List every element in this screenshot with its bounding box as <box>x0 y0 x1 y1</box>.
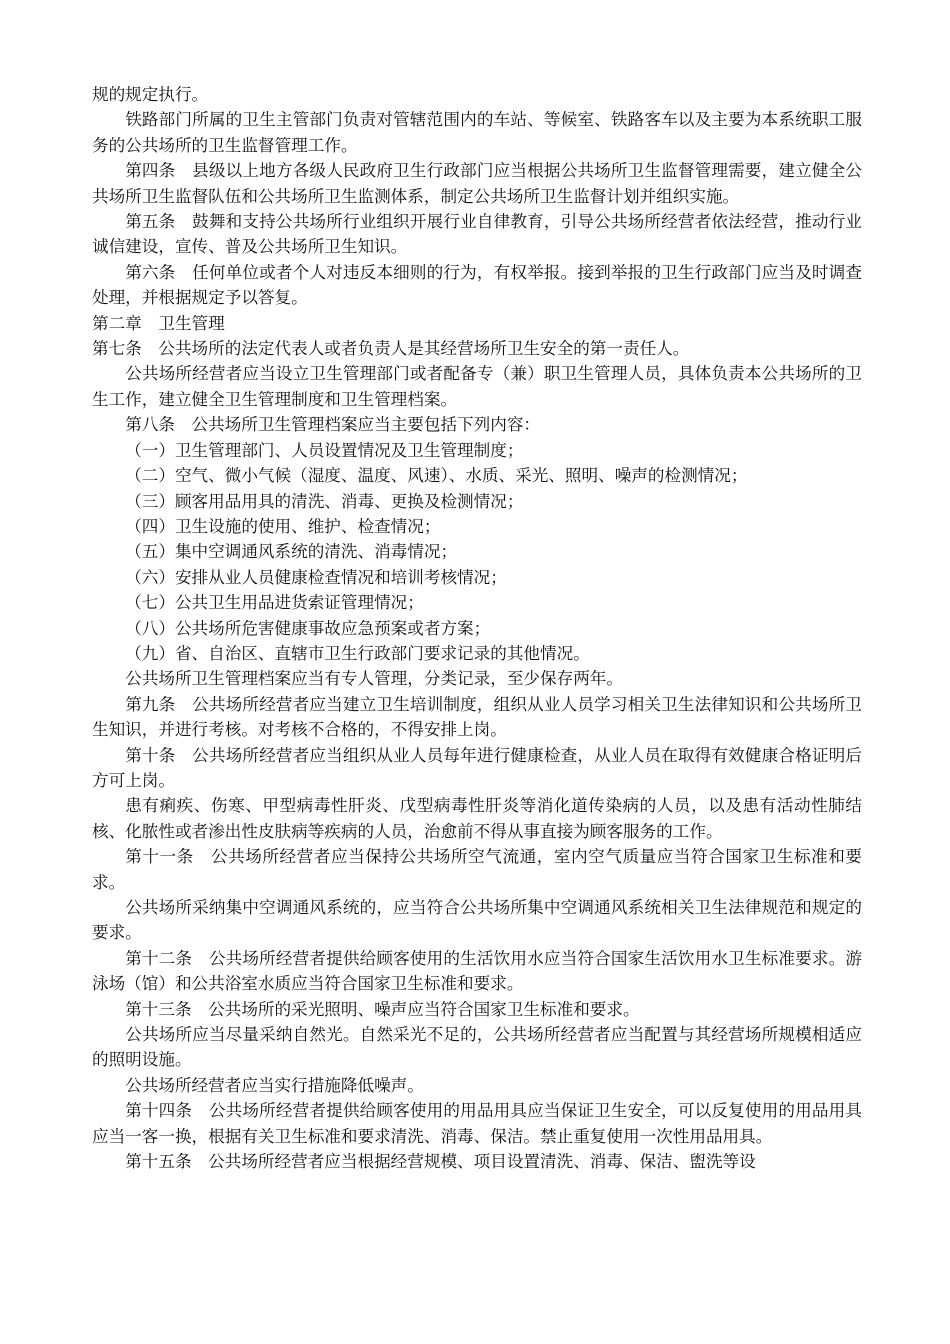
article-13: 第十三条 公共场所的采光照明、噪声应当符合国家卫生标准和要求。 <box>125 999 640 1019</box>
article-10: 第十条 公共场所经营者应当组织从业人员每年进行健康检查，从业人员在取得有效健康合格证明后方可上岗。 <box>92 745 862 790</box>
article-9: 第九条 公共场所经营者应当建立卫生培训制度，组织从业人员学习相关卫生法律知识和公共场所卫生知识，并进行考核。对考核不合格的，不得安排上岗。 <box>92 694 862 740</box>
paragraph: 患有痢疾、伤寒、甲型病毒性肝炎、戊型病毒性肝炎等消化道传染病的人员，以及患有活动性肺结核、化脓性或者渗出性皮肤病等疾病的人员，治愈前不得从事直接为顾客服务的工作。 <box>92 796 862 841</box>
paragraph: 公共场所经营者应当实行措施降低噪声。 <box>125 1075 424 1095</box>
article-11: 第十一条 公共场所经营者应当保持公共场所空气流通，室内空气质量应当符合国家卫生标准和要求。 <box>92 847 862 892</box>
list-item: （六）安排从业人员健康检查情况和培训考核情况； <box>125 567 507 587</box>
list-item: （一）卫生管理部门、人员设置情况及卫生管理制度； <box>125 440 524 460</box>
paragraph: 公共场所经营者应当设立卫生管理部门或者配备专（兼）职卫生管理人员，具体负责本公共场所的卫生工作，建立健全卫生管理制度和卫生管理档案。 <box>92 364 862 409</box>
article-5: 第五条 鼓舞和支持公共场所行业组织开展行业自律教育，引导公共场所经营者依法经营，推动行业诚信建设，宣传、普及公共场所卫生知识。 <box>92 212 862 257</box>
paragraph: 公共场所采纳集中空调通风系统的，应当符合公共场所集中空调通风系统相关卫生法律规范和规定的要求。 <box>92 898 862 943</box>
list-item: （五）集中空调通风系统的清洗、消毒情况； <box>125 542 458 562</box>
paragraph: 公共场所卫生管理档案应当有专人管理，分类记录，至少保存两年。 <box>125 669 623 689</box>
list-item: （四）卫生设施的使用、维护、检查情况； <box>125 516 441 536</box>
list-item: （七）公共卫生用品进货索证管理情况； <box>125 593 424 613</box>
paragraph: 铁路部门所属的卫生主管部门负责对管辖范围内的车站、等候室、铁路客车以及主要为本系统职工服务的公共场所的卫生监督管理工作。 <box>92 110 862 155</box>
article-8: 第八条 公共场所卫生管理档案应当主要包括下列内容： <box>125 415 541 435</box>
chapter-heading: 第二章 卫生管理 <box>92 313 225 333</box>
list-item: （二）空气、微小气候（湿度、温度、风速）、水质、采光、照明、噪声的检测情况； <box>125 466 748 486</box>
article-7: 第七条 公共场所的法定代表人或者负责人是其经营场所卫生安全的第一责任人。 <box>92 339 690 359</box>
document-body <box>92 82 862 1174</box>
paragraph: 规的规定执行。 <box>92 85 209 104</box>
list-item: （八）公共场所危害健康事故应急预案或者方案； <box>125 618 491 638</box>
list-item: （三）顾客用品用具的清洗、消毒、更换及检测情况； <box>125 491 524 511</box>
article-12: 第十二条 公共场所经营者提供给顾客使用的生活饮用水应当符合国家生活饮用水卫生标准要求。游泳场（馆）和公共浴室水质应当符合国家卫生标准和要求。 <box>92 948 862 994</box>
article-14: 第十四条 公共场所经营者提供给顾客使用的用品用具应当保证卫生安全，可以反复使用的用品用具应当一客一换，根据有关卫生标准和要求清洗、消毒、保洁。禁止重复使用一次性用品用具。 <box>92 1101 862 1146</box>
article-6: 第六条 任何单位或者个人对违反本细则的行为，有权举报。接到举报的卫生行政部门应当及时调查处理，并根据规定予以答复。 <box>92 262 862 308</box>
paragraph: 公共场所应当尽量采纳自然光。自然采光不足的，公共场所经营者应当配置与其经营场所规模相适应的照明设施。 <box>92 1025 862 1070</box>
list-item: （九）省、自治区、直辖市卫生行政部门要求记录的其他情况。 <box>125 643 590 663</box>
article-4: 第四条 县级以上地方各级人民政府卫生行政部门应当根据公共场所卫生监督管理需要，建立健全公共场所卫生监督队伍和公共场所卫生监测体系，制定公共场所卫生监督计划并组织实施。 <box>92 161 862 206</box>
article-15: 第十五条 公共场所经营者应当根据经营规模、项目设置清洗、消毒、保洁、盥洗等设 <box>125 1152 756 1172</box>
